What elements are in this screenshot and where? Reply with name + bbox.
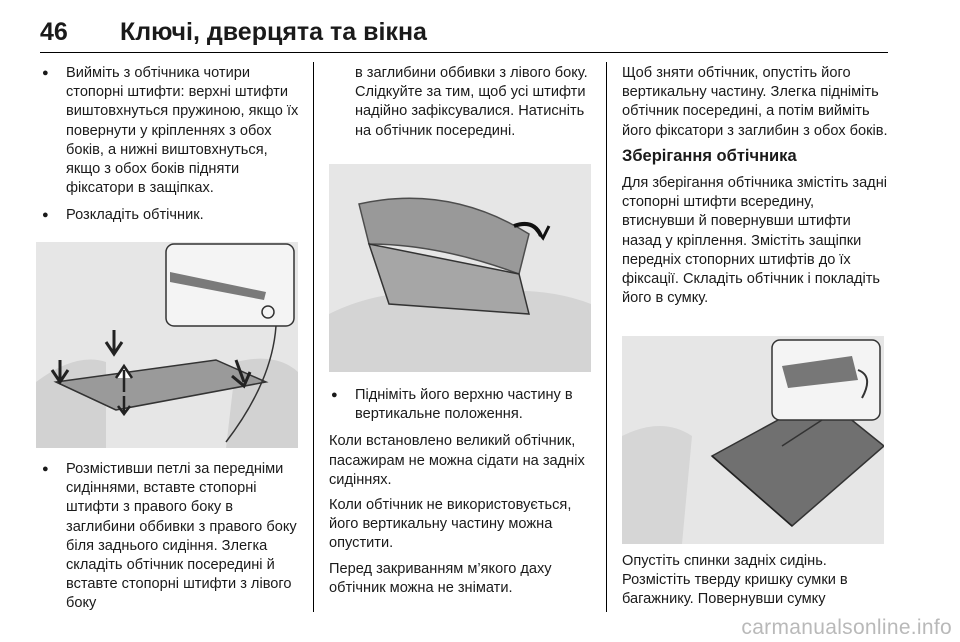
illustration-install-deflector — [36, 242, 298, 448]
column-divider-left — [313, 62, 314, 612]
para-storage-instructions: Для зберігання обтічника змістіть задні стопорні штифти всередину, втиснувши й повернувши штифти назад у кріплення. Змістіть защіпки передніх стопорних штифтів до їх фіксації. Складіть обтічник і покладіть його в сумку. — [622, 175, 887, 307]
illustration-raise-deflector — [329, 164, 591, 372]
illustration-store-deflector — [622, 336, 884, 544]
bullet-remove-pins: ● Вийміть з обтічника чотири стопорні штифти: верхні штифти виштовхнуться пружиною, якщо їх повернути у кріпленнях з обох боків, а нижні виштовхнуться, якщо з обох боків підняти фіксатори в защіпках. — [40, 64, 302, 198]
section-heading-storage: Зберігання обтічника — [622, 146, 797, 165]
column-1 — [40, 64, 302, 234]
watermark: carmanualsonline.info — [741, 616, 952, 639]
column-2-lower — [329, 386, 597, 604]
continued-text: в заглибини оббивки з лівого боку. Слідкуйте за тим, щоб усі штифти надійно зафіксувалися. Натисніть на обтічник посередині. — [355, 65, 588, 139]
header-rule — [40, 52, 888, 53]
para-large-deflector: Коли встановлено великий обтічник, пасажирам не можна сідати на задніх сидіннях. — [329, 433, 585, 488]
bullet-unfold: ● Розкладіть обтічник. — [40, 206, 302, 225]
page-number: 46 — [40, 18, 68, 46]
page-header — [40, 10, 920, 50]
column-2 — [329, 64, 597, 147]
column-3-lower — [622, 552, 888, 616]
running-title: Ключі, дверцята та вікна — [120, 18, 427, 46]
column-1-lower — [40, 460, 302, 622]
bullet-insert-pins: ● Розмістивши петлі за передніми сидіннями, вставте стопорні штифти з правого боку в заглибини оббивки з правого боку біля заднього сидіння. Злегка складіть обтічник посередині й вставте стопорні штифти з лівого боку — [40, 460, 302, 614]
para-close-roof: Перед закриванням м’якого даху обтічник можна не знімати. — [329, 560, 552, 596]
column-3 — [622, 64, 888, 314]
para-not-in-use: Коли обтічник не використовується, його вертикальну частину можна опустити. — [329, 497, 572, 552]
para-lower-seats: Опустіть спинки задніх сидінь. Розмістіть тверду кришку сумки в багажнику. Повернувши сумку — [622, 553, 848, 608]
bullet-raise-upper: ● Підніміть його верхню частину в вертикальне положення. — [329, 386, 597, 424]
para-remove-deflector: Щоб зняти обтічник, опустіть його вертикальну частину. Злегка підніміть обтічник посередині, а потім вийміть його фіксатори з заглибин з обох боків. — [622, 65, 888, 139]
column-divider-right — [606, 62, 607, 612]
